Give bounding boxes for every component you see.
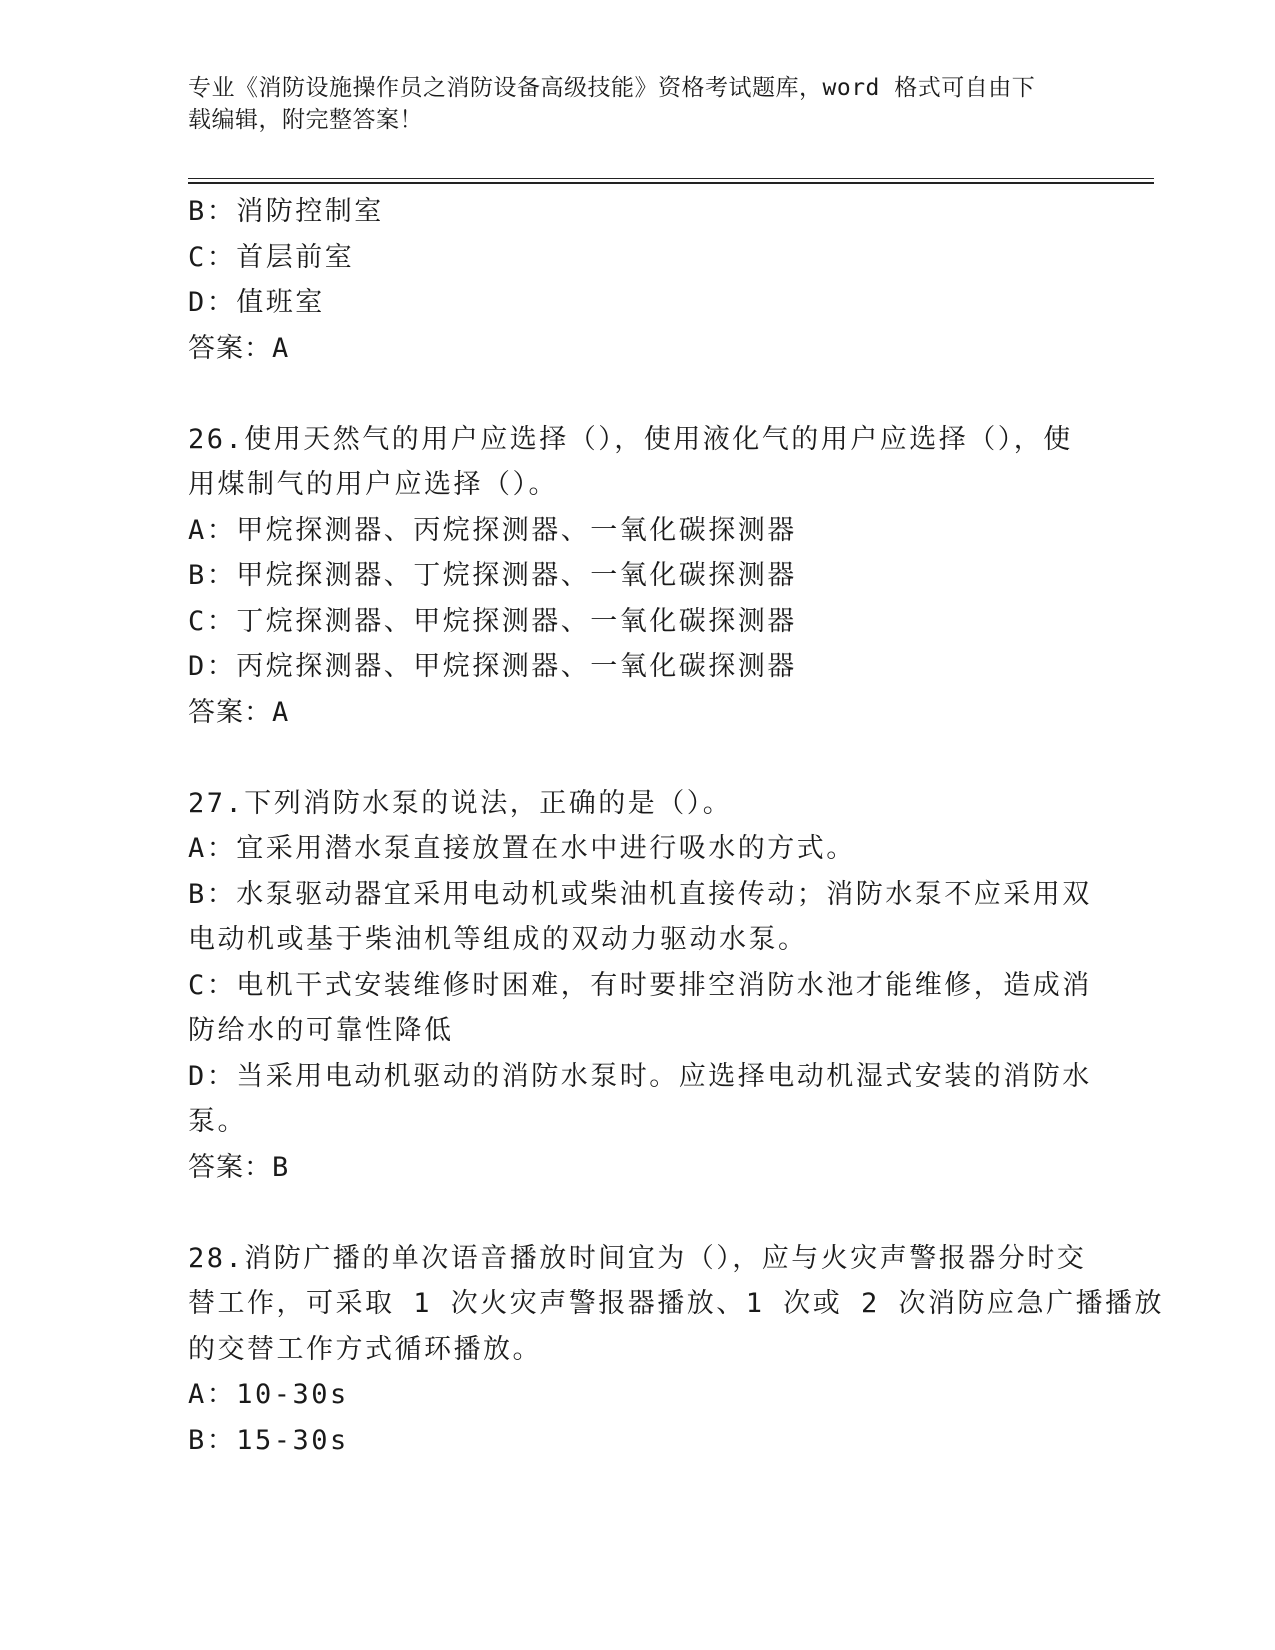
answer: 答案：A [188,696,290,728]
option-d: D：当采用电动机驱动的消防水泵时。应选择电动机湿式安装的消防水 [188,1060,1092,1092]
option-c: C：丁烷探测器、甲烷探测器、一氧化碳探测器 [188,605,797,637]
question-stem-cont-2: 的交替工作方式循环播放。 [188,1333,542,1365]
option-a: A：宜采用潜水泵直接放置在水中进行吸水的方式。 [188,833,856,864]
header-divider-bottom [188,182,1154,184]
question-25 [188,189,1088,371]
option-c-cont: 防给水的可靠性降低 [188,1015,454,1046]
option-b-cont: 电动机或基于柴油机等组成的双动力驱动水泵。 [188,924,808,955]
answer: 答案：A [188,332,290,364]
header-line-2: 载编辑，附完整答案！ [188,107,423,133]
question-list [188,189,1165,1463]
option-c: C：首层前室 [188,241,355,273]
question-28 [188,1236,1165,1464]
option-b: B：15-30s [188,1424,349,1456]
header-line-1: 专业《消防设施操作员之消防设备高级技能》资格考试题库，word 格式可自由下 [188,75,1036,101]
question-stem-cont: 替工作，可采取 1 次火灾声警报器播放、1 次或 2 次消防应急广播播放 [188,1288,1165,1319]
option-a: A：甲烷探测器、丙烷探测器、一氧化碳探测器 [188,514,797,546]
option-b: B：甲烷探测器、丁烷探测器、一氧化碳探测器 [188,560,797,591]
document-header [188,72,1068,136]
question-26 [188,417,1088,736]
option-c: C：电机干式安装维修时困难，有时要排空消防水池才能维修，造成消 [188,969,1092,1001]
option-d: D：值班室 [188,287,325,318]
question-stem: 27.下列消防水泵的说法，正确的是（）。 [188,787,733,819]
option-d: D：丙烷探测器、甲烷探测器、一氧化碳探测器 [188,651,797,682]
header-divider-top [188,178,1154,179]
question-stem-cont: 用煤制气的用户应选择（）。 [188,469,558,500]
answer: 答案：B [188,1151,290,1183]
question-stem: 26.使用天然气的用户应选择（），使用液化气的用户应选择（），使 [188,423,1073,455]
question-stem: 28.消防广播的单次语音播放时间宜为（），应与火灾声警报器分时交 [188,1242,1087,1274]
option-b: B：水泵驱动器宜采用电动机或柴油机直接传动；消防水泵不应采用双 [188,878,1092,910]
option-a: A：10-30s [188,1379,349,1410]
option-b: B：消防控制室 [188,196,384,227]
question-27 [188,781,1092,1191]
option-d-cont: 泵。 [188,1106,247,1137]
